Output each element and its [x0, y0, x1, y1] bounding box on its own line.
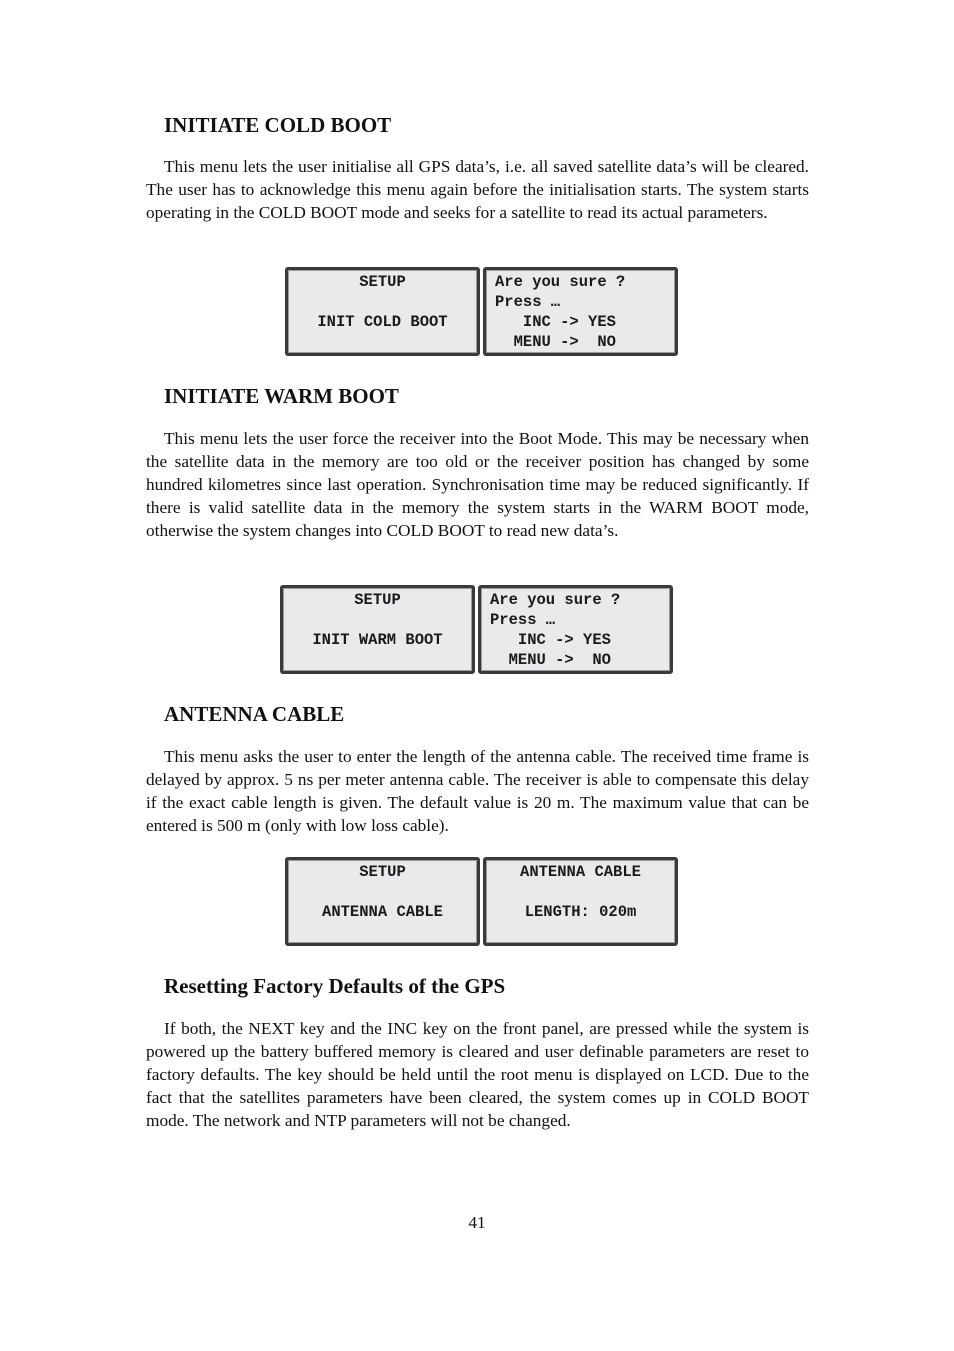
lcd-line	[486, 922, 675, 942]
lcd-line	[288, 882, 477, 902]
section-body-cold-boot: This menu lets the user initialise all GPS data’s, i.e. all saved satellite data’s will be cleared. The user has to acknowledge this menu again before the initialisation starts. The system starts operating in the COLD BOOT mode and seeks for a satellite to read its actual parameters.	[146, 157, 809, 222]
lcd-line: MENU -> NO	[490, 651, 611, 669]
lcd-line	[486, 882, 675, 902]
lcd-line: INC -> YES	[490, 631, 611, 649]
section-heading-factory-defaults: Resetting Factory Defaults of the GPS	[164, 974, 506, 998]
lcd-line: ANTENNA CABLE	[520, 863, 641, 881]
lcd-setup-warm-boot	[280, 585, 475, 674]
lcd-line	[283, 650, 472, 670]
page-number: 41	[468, 1213, 486, 1232]
lcd-setup-cold-boot	[285, 267, 480, 356]
section-body-factory-defaults: If both, the NEXT key and the INC key on the front panel, are pressed while the system is powered up the battery buffered memory is cleared and user definable parameters are reset to factory defaults. The key should be held until the root menu is displayed on LCD. Due to the fact that the satellites parameters have been cleared, the system comes up in COLD BOOT mode. The network and NTP parameters will not be changed.	[146, 1019, 809, 1130]
section-heading-warm-boot: INITIATE WARM BOOT	[164, 384, 399, 408]
lcd-line: INIT WARM BOOT	[312, 631, 443, 649]
lcd-confirm-cold-boot	[483, 267, 678, 356]
lcd-antenna-cable-length	[483, 857, 678, 946]
lcd-setup-antenna-cable	[285, 857, 480, 946]
lcd-line: Press …	[490, 611, 556, 629]
lcd-line: Press …	[495, 293, 561, 311]
lcd-line: ANTENNA CABLE	[322, 903, 443, 921]
lcd-line: SETUP	[359, 863, 406, 881]
section-body-warm-boot: This menu lets the user force the receiver into the Boot Mode. This may be necessary when the satellite data in the memory are too old or the receiver position has changed by some hundred kilometres since last operation. Synchronisation time may be reduced significantly. If there is valid satellite data in the memory the system starts in the WARM BOOT mode, otherwise the system changes into COLD BOOT to read new data’s.	[146, 429, 809, 540]
lcd-line: MENU -> NO	[495, 333, 616, 351]
lcd-line	[283, 610, 472, 630]
lcd-line: INC -> YES	[495, 313, 616, 331]
lcd-line	[288, 332, 477, 352]
section-heading-antenna-cable: ANTENNA CABLE	[164, 702, 345, 726]
lcd-line: LENGTH: 020m	[524, 903, 637, 921]
section-body-antenna-cable: This menu asks the user to enter the length of the antenna cable. The received time frame is delayed by approx. 5 ns per meter antenna cable. The receiver is able to compensate this delay if the exact cable length is given. The default value is 20 m. The maximum value that can be entered is 500 m (only with low loss cable).	[146, 747, 809, 835]
lcd-line: SETUP	[354, 591, 401, 609]
section-heading-cold-boot: INITIATE COLD BOOT	[164, 113, 392, 137]
lcd-line: Are you sure ?	[495, 273, 626, 291]
lcd-line	[288, 922, 477, 942]
lcd-line: Are you sure ?	[490, 591, 621, 609]
lcd-line: SETUP	[359, 273, 406, 291]
lcd-line: INIT COLD BOOT	[317, 313, 448, 331]
lcd-confirm-warm-boot	[478, 585, 673, 674]
lcd-line	[288, 292, 477, 312]
